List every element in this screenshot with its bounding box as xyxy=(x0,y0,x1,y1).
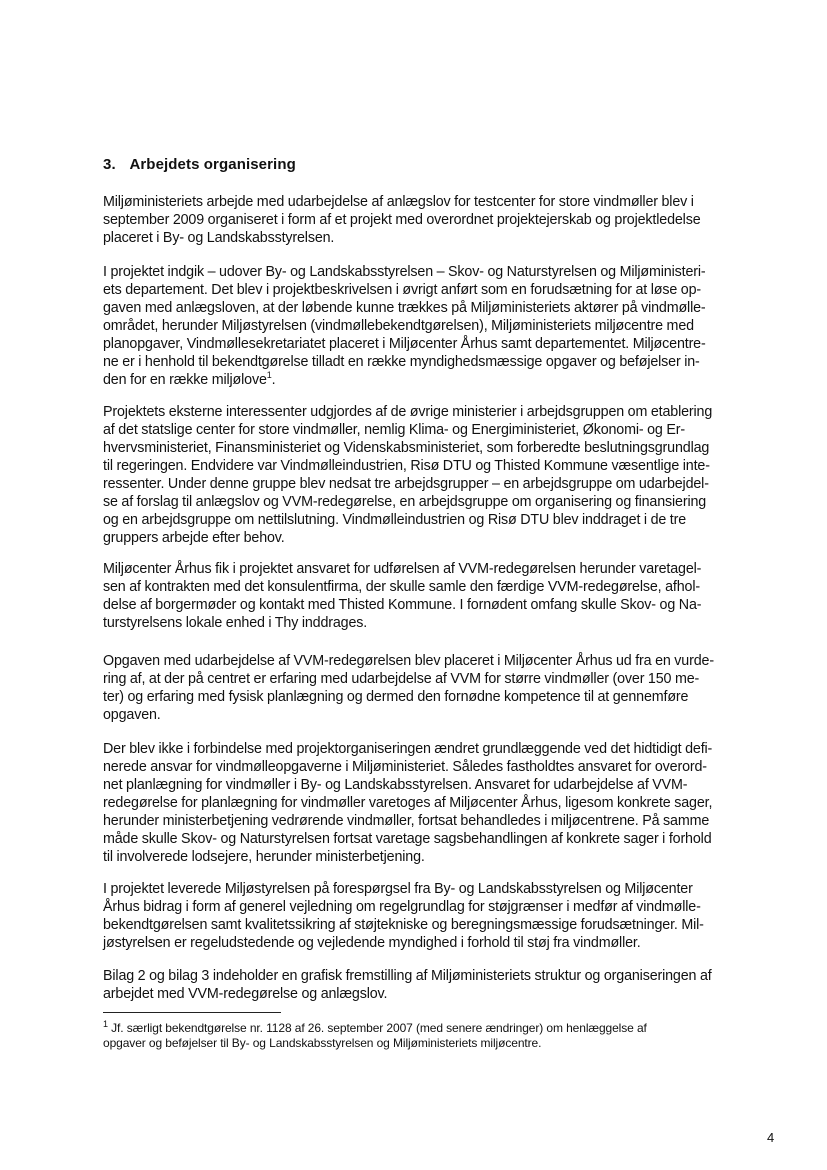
text-line: bekendtgørelsen samt kvalitetssikring af støjtekniske og beregningsmæssige forudsætninger. Mil- xyxy=(103,917,704,933)
paragraph-project-participants xyxy=(103,263,778,389)
footnote-reference[interactable]: 1 xyxy=(266,370,272,381)
text-line: ne er i henhold til bekendtgørelse tilladt en række myndighedsmæssige opgaver og beføjelser in- xyxy=(103,354,700,370)
text-line: jøstyrelsen er regeludstedende og vejledende myndighed i forhold til støj fra vindmøller. xyxy=(103,935,641,951)
paragraph-responsibilities xyxy=(103,740,778,866)
page-number: 4 xyxy=(767,1130,775,1145)
text-line: ter) og erfaring med fysisk planlægning og dermed den fornødne kompetence til at gennemføre xyxy=(103,689,689,705)
text-line: området, herunder Miljøstyrelsen (vindmøllebekendtgørelsen), Miljøministeriets miljøcentre med xyxy=(103,318,694,334)
text-line: til involverede lodsejere, herunder ministerbetjening. xyxy=(103,849,425,865)
section-title: Arbejdets organisering xyxy=(129,156,296,173)
text-line: planopgaver, Vindmøllesekretariatet placeret i Miljøcenter Århus samt departementet. Miljøcentre- xyxy=(103,336,706,352)
footnote-line: opgaver og beføjelser til By- og Landskabsstyrelsen og Miljøministeriets miljøcentre. xyxy=(103,1036,542,1050)
paragraph-miljostyrelsen-contribution xyxy=(103,880,778,952)
text-line: placeret i By- og Landskabsstyrelsen. xyxy=(103,230,335,246)
text-line: net planlægning for vindmøller i By- og Landskabsstyrelsen. Ansvaret for udarbejdelse af VVM- xyxy=(103,777,688,793)
text-line: nerede ansvar for vindmølleopgaverne i Miljøministeriet. Således fastholdtes ansvaret for overord- xyxy=(103,759,707,775)
text-line: turstyrelsens lokale enhed i Thy inddrages. xyxy=(103,615,368,631)
text-line: hvervsministeriet, Finansministeriet og Videnskabsministeriet, som forberedte beslutningsgrundlag xyxy=(103,440,710,456)
text-line: Bilag 2 og bilag 3 indeholder en grafisk fremstilling af Miljøministeriets struktur og organiseringen af xyxy=(103,968,712,984)
text-line: arbejdet med VVM-redegørelse og anlægslov. xyxy=(103,986,388,1002)
text-line: Miljøcenter Århus fik i projektet ansvaret for udførelsen af VVM-redegørelsen herunder varetagel- xyxy=(103,561,702,577)
text-line-content: den for en række miljølove xyxy=(103,372,267,388)
footnote-text: Jf. særligt bekendtgørelse nr. 1128 af 26. september 2007 (med senere ændringer) om henlæggelse af xyxy=(107,1021,647,1035)
section-number: 3. xyxy=(103,156,116,173)
footnote xyxy=(103,1021,783,1051)
footnote-line xyxy=(103,1021,783,1036)
text-line: og en arbejdsgruppe om nettilslutning. Vindmølleindustrien og Risø DTU blev inddraget i de tre xyxy=(103,512,687,528)
paragraph-miljocenter-responsibility xyxy=(103,560,778,632)
text-line: ressenter. Under denne gruppe blev nedsat tre arbejdsgrupper – en arbejdsgruppe om udarbejdel- xyxy=(103,476,709,492)
text-line: af det statslige center for store vindmøller, nemlig Klima- og Energiministeriet, Økonomi- og Er- xyxy=(103,422,685,438)
paragraph-project-organisation xyxy=(103,193,778,247)
text-line-tail: . xyxy=(271,372,276,388)
text-line: gruppers arbejde efter behov. xyxy=(103,530,285,546)
text-line: Projektets eksterne interessenter udgjordes af de øvrige ministerier i arbejdsgruppen om etablering xyxy=(103,404,713,420)
text-line: delse af borgermøder og kontakt med Thisted Kommune. I fornødent omfang skulle Skov- og Na- xyxy=(103,597,702,613)
paragraph-vvm-assignment xyxy=(103,652,778,724)
paragraph-external-stakeholders xyxy=(103,403,778,547)
text-line: september 2009 organiseret i form af et projekt med overordnet projektejerskab og projektledelse xyxy=(103,212,701,228)
text-line: sen af kontrakten med det konsulentfirma, der skulle samle den færdige VVM-redegørelse, afhol- xyxy=(103,579,700,595)
text-line: I projektet indgik – udover By- og Landskabsstyrelsen – Skov- og Naturstyrelsen og Miljøministeri- xyxy=(103,264,706,280)
text-line: redegørelse for planlægning for vindmøller varetoges af Miljøcenter Århus, ligesom konkrete sager, xyxy=(103,795,713,811)
section-heading xyxy=(103,156,296,173)
text-line: herunder ministerbetjening vedrørende vindmøller, fortsat behandledes i miljøcentrene. På samme xyxy=(103,813,710,829)
text-line: Århus bidrag i form af generel vejledning om regelgrundlag for støjgrænser i medfør af vindmølle- xyxy=(103,899,701,915)
text-line: opgaven. xyxy=(103,707,161,723)
text-line: til regeringen. Endvidere var Vindmølleindustrien, Risø DTU og Thisted Kommune væsentlige inte- xyxy=(103,458,710,474)
text-line: Opgaven med udarbejdelse af VVM-redegørelsen blev placeret i Miljøcenter Århus ud fra en vurde- xyxy=(103,653,714,669)
text-line: ets departement. Det blev i projektbeskrivelsen i øvrigt anført som en forudsætning for at løse op- xyxy=(103,282,701,298)
text-line: se af forslag til anlægslov og VVM-redegørelse, en arbejdsgruppe om organisering og finansiering xyxy=(103,494,707,510)
footnote-marker: 1 xyxy=(103,1019,108,1029)
text-line: Der blev ikke i forbindelse med projektorganiseringen ændret grundlæggende ved det hidtidigt defi- xyxy=(103,741,713,757)
text-line: måde skulle Skov- og Naturstyrelsen fortsat varetage sagsbehandlingen af konkrete sager i forhold xyxy=(103,831,712,847)
footnote-divider xyxy=(103,1012,281,1013)
text-line: I projektet leverede Miljøstyrelsen på forespørgsel fra By- og Landskabsstyrelsen og Miljøcenter xyxy=(103,881,693,897)
text-line: ring af, at der på centret er erfaring med udarbejdelse af VVM for større vindmøller (over 150 me- xyxy=(103,671,700,687)
text-line: gaven med anlægsloven, at der løbende kunne trækkes på Miljøministeriets aktører på vindmølle- xyxy=(103,300,706,316)
text-line: Miljøministeriets arbejde med udarbejdelse af anlægslov for testcenter for store vindmøller blev i xyxy=(103,194,694,210)
paragraph-appendix-reference xyxy=(103,967,778,1003)
text-line xyxy=(103,371,778,389)
